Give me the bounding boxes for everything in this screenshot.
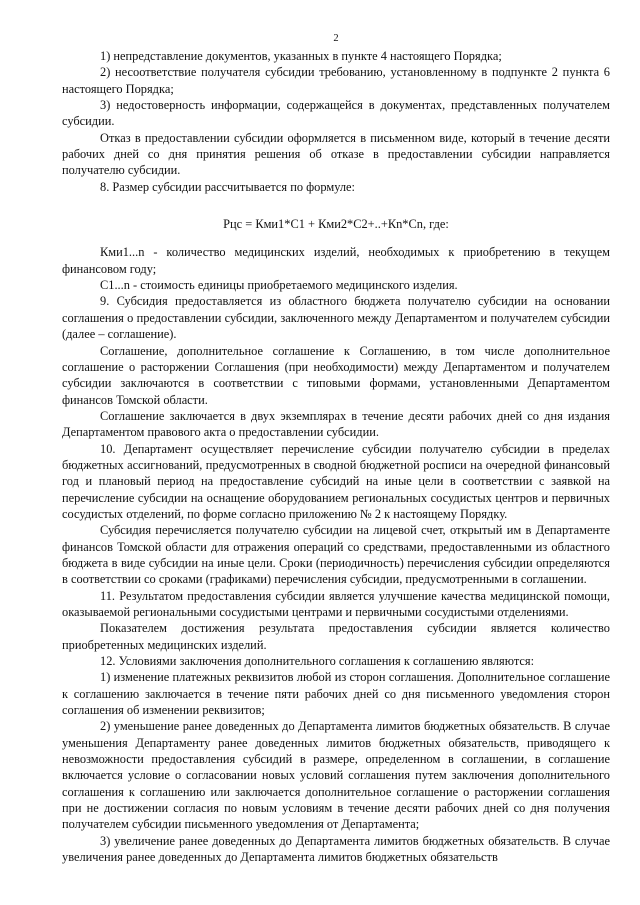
paragraph-section-10: 10. Департамент осуществляет перечисление субсидии получателю субсидии в пределах бюджетных ассигнований, предусмотренных в сводной бюджетной росписи на очередной финансовый год и плановый период на предоставление субсидий на иные цели в соответствии с заявкой на перечисление субсидии на оснащение оборудованием региональных сосудистых центров и первичных сосудистых отделений, по форме согласно приложению № 2 к настоящему Порядку. — [62, 441, 610, 521]
paragraph-formula-variable-c: С1...n - стоимость единицы приобретаемого медицинского изделия. — [100, 278, 458, 293]
paragraph-subsidy-transfer: Субсидия перечисляется получателю субсидии на лицевой счет, открытый им в Департаменте финансов Томской области для отражения операций со средствами, предоставленными из областного бюджета в виде субсидии на иные цели. Сроки (периодичность) перечисления субсидии определяются в соответствии со сроками (графиками) перечисления субсидии, предусмотренными в соглашении. — [62, 523, 610, 587]
paragraph-section-9: 9. Субсидия предоставляется из областного бюджета получателю субсидии на основании соглашения о предоставлении субсидии, заключенного между Департаментом и получателем субсидии (далее – соглашение). — [62, 294, 610, 342]
paragraph-refusal-reason-3: 3) недостоверность информации, содержащейся в документах, представленных получателем субсидии. — [62, 98, 610, 129]
paragraph-agreement-forms: Соглашение, дополнительное соглашение к Соглашению, в том числе дополнительное соглашение о расторжении Соглашения (при необходимости) между Департаментом и получателем субсидии заключаются в соответствии с типовыми формами, установленными Департаментом финансов Томской области. — [62, 343, 610, 407]
paragraph-condition-3: 3) увеличение ранее доведенных до Департамента лимитов бюджетных обязательств. В случае увеличения ранее доведенных до Департамента лимитов бюджетных обязательств — [62, 833, 610, 865]
paragraph-refusal-reason-1: 1) непредставление документов, указанных в пункте 4 настоящего Порядка; — [100, 49, 502, 63]
paragraph-formula-variable-k: Кми1...n - количество медицинских изделий, необходимых к приобретению в текущем финансовом году; — [62, 245, 610, 276]
paragraph-section-8: 8. Размер субсидии рассчитывается по формуле: — [100, 179, 355, 194]
paragraph-refusal-notice: Отказ в предоставлении субсидии оформляется в письменном виде, который в течение десяти рабочих дней со дня принятия решения об отказе в предоставлении субсидии направляется получателю субсидии. — [62, 130, 610, 178]
paragraph-section-12: 12. Условиями заключения дополнительного соглашения к соглашению являются: — [100, 654, 535, 669]
paragraph-agreement-copies: Соглашение заключается в двух экземплярах в течение десяти рабочих дней со дня издания Департаментом правового акта о предоставлении субсидии. — [62, 408, 610, 440]
paragraph-condition-2: 2) уменьшение ранее доведенных до Департамента лимитов бюджетных обязательств. В случае уменьшения Департаменту ранее доведенных лимитов бюджетных обязательств, приводящего к невозможности предоставления субсидий в размере, определенном в соглашении, в соглашение включается условие о согласовании новых условий соглашения путем заключения дополнительного соглашения к соглашению или заключается дополнительное соглашение о расторжении соглашения при не достижении согласия по новым условиям в течение десяти рабочих дней со дня получения получателем субсидии письменного уведомления от Департамента; — [62, 719, 610, 832]
page-number: 2 — [333, 33, 339, 44]
subsidy-formula: Рцс = Кми1*С1 + Кми2*С2+..+Кn*Сn, где: — [223, 217, 449, 232]
paragraph-condition-1: 1) изменение платежных реквизитов любой из сторон соглашения. Дополнительное соглашение к соглашению заключается в течение пяти рабочих дней со дня письменного уведомления сторон соглашения об изменении реквизитов; — [62, 670, 610, 718]
paragraph-section-11: 11. Результатом предоставления субсидии является улучшение качества медицинской помощи, оказываемой региональными сосудистыми центрами и первичными сосудистыми отделениями. — [62, 588, 610, 619]
paragraph-result-indicator: Показателем достижения результата предоставления субсидии является количество приобретенных медицинских изделий. — [62, 621, 610, 652]
paragraph-refusal-reason-2: 2) несоответствие получателя субсидии требованию, установленному в подпункте 2 пункта 6 настоящего Порядка; — [62, 65, 610, 96]
document-page — [62, 32, 610, 866]
